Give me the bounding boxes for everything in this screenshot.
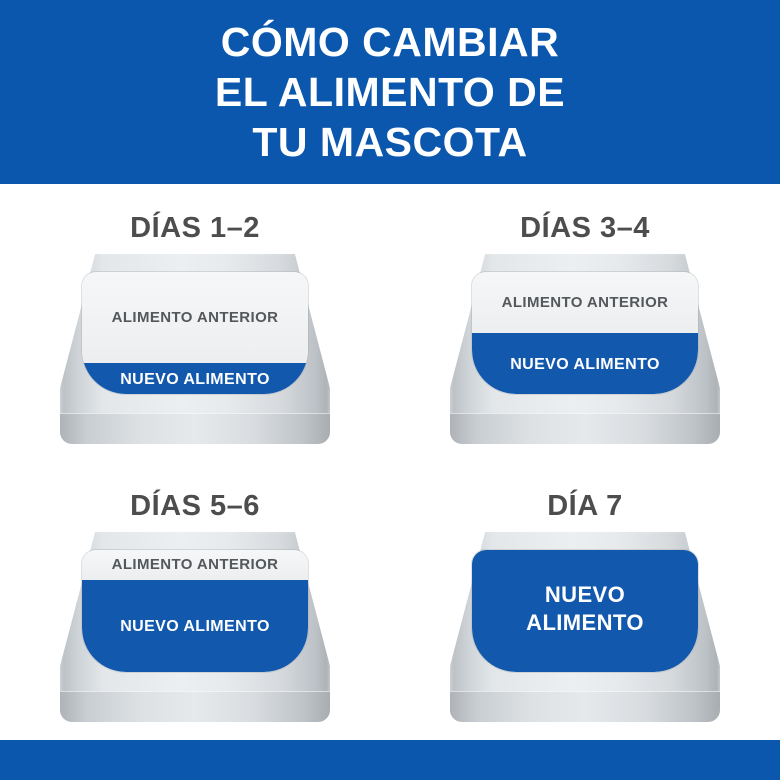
old-food-label-1: ALIMENTO ANTERIOR: [111, 309, 279, 326]
bowl-illustration-3: [60, 532, 330, 722]
header-title-line-3: TU MASCOTA: [252, 119, 528, 165]
old-food-label-3: ALIMENTO ANTERIOR: [111, 556, 279, 573]
header-title-line-2: EL ALIMENTO DE: [214, 69, 566, 115]
bowl-base-4: [450, 691, 720, 722]
step-card-3: [0, 462, 390, 740]
steps-grid: [0, 184, 780, 740]
food-window-3: [82, 550, 308, 672]
step-title-3: DÍAS 5–6: [130, 490, 260, 522]
new-food-label-3: NUEVO ALIMENTO: [120, 618, 270, 635]
food-window-1: [82, 272, 308, 394]
step-card-4: [390, 462, 780, 740]
step-card-2: [390, 184, 780, 462]
step-card-1: [0, 184, 390, 462]
step-title-4: DÍA 7: [547, 490, 623, 522]
header-title-line-1: CÓMO CAMBIAR: [220, 19, 560, 65]
step-title-2: DÍAS 3–4: [520, 212, 650, 244]
header-banner: [0, 0, 780, 184]
new-food-label-1: NUEVO ALIMENTO: [120, 371, 270, 388]
new-food-label-4: NUEVO ALIMENTO: [526, 582, 644, 635]
bowl-base-1: [60, 413, 330, 444]
food-window-2: [472, 272, 698, 394]
steps-content: [0, 184, 780, 740]
footer-bar: [0, 740, 780, 780]
food-window-4: [472, 550, 698, 672]
bowl-base-3: [60, 691, 330, 722]
bowl-base-2: [450, 413, 720, 444]
old-food-label-2: ALIMENTO ANTERIOR: [501, 294, 669, 311]
bowl-illustration-2: [450, 254, 720, 444]
bowl-illustration-1: [60, 254, 330, 444]
step-title-1: DÍAS 1–2: [130, 212, 260, 244]
new-food-label-2: NUEVO ALIMENTO: [510, 356, 660, 373]
bowl-illustration-4: [450, 532, 720, 722]
